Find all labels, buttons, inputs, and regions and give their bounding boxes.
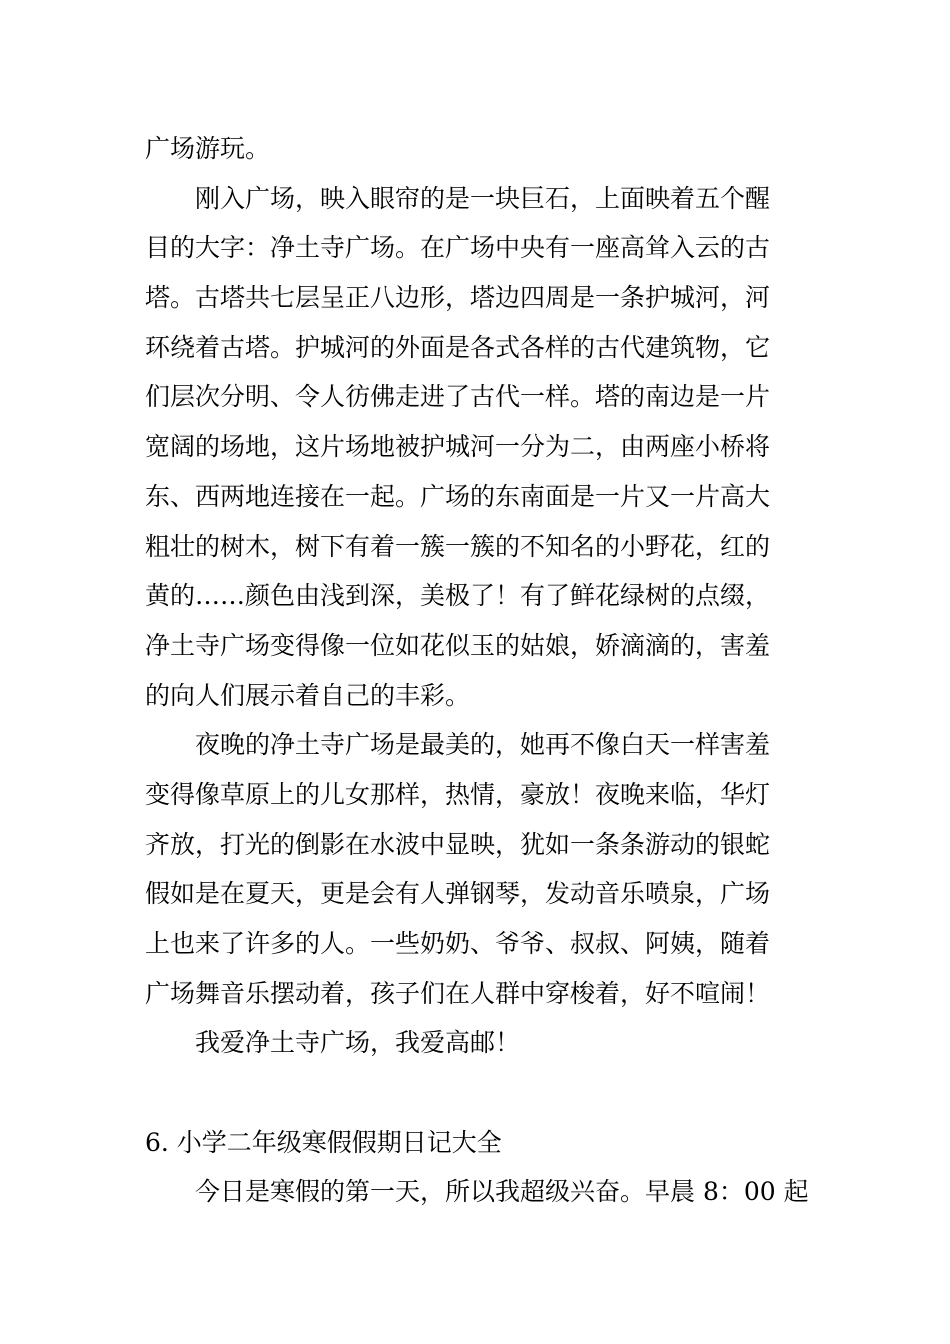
- text-line: 宽阔的场地，这片场地被护城河一分为二，由两座小桥将: [145, 432, 771, 462]
- text-line: 上也来了许多的人。一些奶奶、爷爷、叔叔、阿姨，随着: [145, 929, 771, 958]
- section-heading: 6. 小学二年级寒假假期日记大全: [145, 1127, 502, 1157]
- document-page: [145, 124, 810, 1217]
- text-line: 黄的……颜色由浅到深，美极了！有了鲜花绿树的点缀，: [145, 581, 771, 611]
- text-line: 们层次分明、令人彷佛走进了古代一样。塔的南边是一片: [145, 382, 771, 412]
- text-line: 广场游玩。: [145, 134, 271, 163]
- text-line: 广场舞音乐摆动着，孩子们在人群中穿梭着，好不喧闹！: [145, 978, 771, 1008]
- text-line: 变得像草原上的儿女那样，热情，豪放！夜晚来临，华灯: [145, 779, 771, 809]
- paragraph-start-line: 夜晚的净土寺广场是最美的，她再不像白天一样害羞: [195, 730, 771, 760]
- paragraph-start-line: 今日是寒假的第一天，所以我超级兴奋。早晨 8：00 起: [195, 1177, 809, 1207]
- text-line: 环绕着古塔。护城河的外面是各式各样的古代建筑物，它: [145, 332, 771, 362]
- paragraph-start-line: 我爱净土寺广场，我爱高邮！: [195, 1028, 521, 1058]
- text-line: 齐放，打光的倒影在水波中显映，犹如一条条游动的银蛇: [145, 829, 771, 859]
- text-line: 假如是在夏天，更是会有人弹钢琴，发动音乐喷泉，广场: [145, 879, 771, 909]
- text-line: 目的大字：净土寺广场。在广场中央有一座高耸入云的古: [145, 233, 771, 263]
- text-line: 东、西两地连接在一起。广场的东南面是一片又一片高大: [145, 481, 771, 511]
- text-line: 的向人们展示着自己的丰彩。: [145, 680, 471, 710]
- blank-line: [145, 1068, 810, 1118]
- paragraph-start-line: 刚入广场，映入眼帘的是一块巨石，上面映着五个醒: [195, 183, 771, 213]
- text-line: 净土寺广场变得像一位如花似玉的姑娘，娇滴滴的，害羞: [145, 630, 771, 660]
- text-line: 塔。古塔共七层呈正八边形，塔边四周是一条护城河，河: [145, 283, 771, 313]
- text-line: 粗壮的树木，树下有着一簇一簇的不知名的小野花，红的: [145, 531, 771, 561]
